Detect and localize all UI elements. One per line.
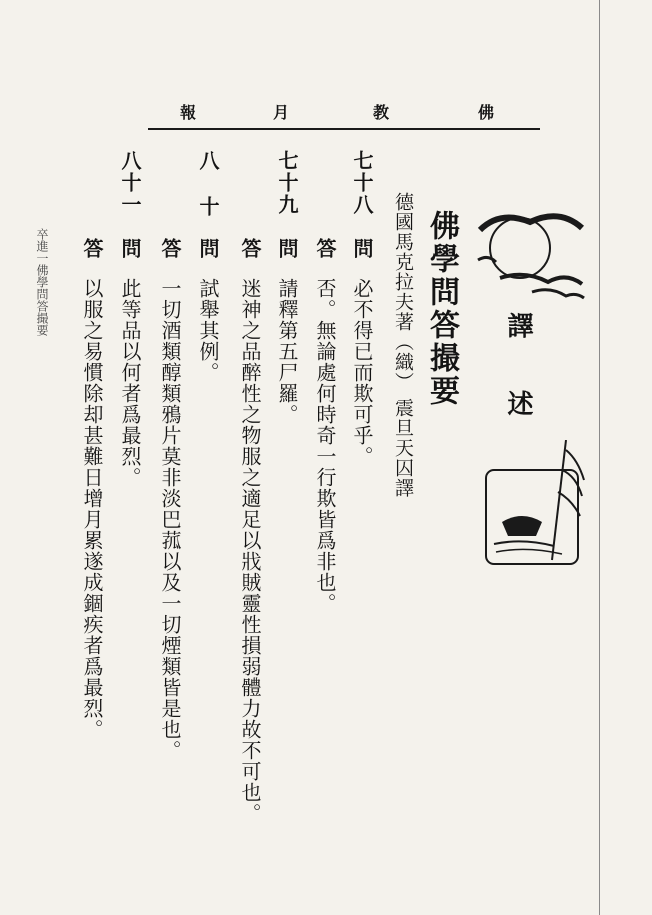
question-text-79: 請釋第五尸羅。 (275, 278, 299, 425)
answer-label-80: 答 (158, 238, 182, 258)
question-label-81: 問 (118, 238, 142, 258)
answer-text-78: 否。無論處何時奇一行欺皆爲非也。 (313, 278, 337, 614)
translator-line: 震旦天囚譯 (392, 398, 414, 498)
header-char-2: 教 (373, 103, 390, 122)
section-label-1: 譯 (503, 312, 533, 338)
header-rule (148, 128, 540, 130)
entry-number-80: 八十 (196, 150, 220, 242)
author-line: 德國馬克拉夫著（織） (392, 192, 414, 392)
article-title: 佛學問答撮要 (424, 210, 459, 408)
question-label-79: 問 (275, 238, 299, 258)
question-text-81: 此等品以何者爲最烈。 (118, 278, 142, 488)
answer-label-78: 答 (313, 238, 337, 258)
margin-note: 卒進一佛學問答撮要 (35, 228, 49, 336)
illustration-boat-icon (482, 440, 590, 568)
question-text-78: 必不得已而欺可乎。 (350, 278, 374, 467)
answer-text-79: 迷神之品醉性之物服之適足以戕賊靈性損弱體力故不可也。 (238, 278, 262, 824)
answer-text-80: 一切酒類醇類鴉片莫非淡巴菰以及一切煙類皆是也。 (158, 278, 182, 761)
section-label-2: 述 (503, 390, 533, 416)
header-char-1: 佛 (478, 103, 495, 122)
answer-label-79: 答 (238, 238, 262, 258)
entry-number-78: 七十八 (350, 150, 374, 216)
illustration-sky-icon (470, 200, 590, 310)
header-char-4: 報 (180, 103, 197, 122)
answer-text-81: 以服之易慣除却甚難日增月累遂成錮疾者爲最烈。 (80, 278, 104, 740)
entry-number-79: 七十九 (275, 150, 299, 216)
question-label-78: 問 (350, 238, 374, 258)
question-label-80: 問 (196, 238, 220, 258)
entry-number-81: 八十一 (118, 150, 142, 216)
question-text-80: 試舉其例。 (196, 278, 220, 383)
header-char-3: 月 (273, 103, 290, 122)
page-spine-line (599, 0, 600, 915)
answer-label-81: 答 (80, 238, 104, 258)
